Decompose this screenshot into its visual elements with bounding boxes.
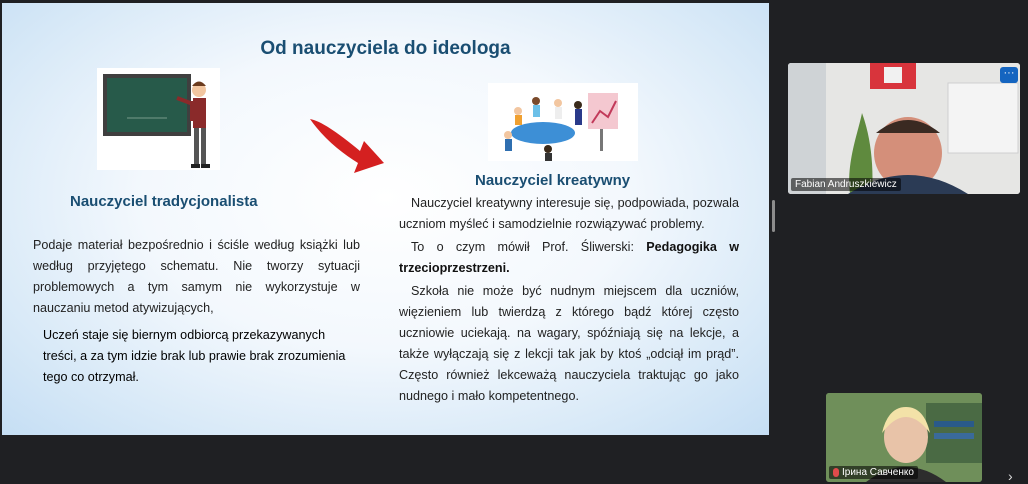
team-meeting-illustration — [488, 83, 638, 161]
teacher-illustration — [97, 68, 220, 170]
participant-video-feed — [788, 63, 1020, 194]
participant-name: Ірина Савченко — [842, 467, 914, 478]
right-column-heading: Nauczyciel kreatywny — [475, 172, 631, 189]
chevron-right-icon[interactable]: › — [1008, 468, 1013, 484]
right-paragraph-2-prefix: To o czym mówił Prof. Śliwerski: — [411, 240, 647, 254]
participant-video-tile[interactable] — [788, 63, 1020, 194]
participant-name-tag: Fabian Andruszkiewicz — [791, 178, 901, 191]
left-paragraph: Podaje materiał bezpośrednio i ściśle według książki lub według przyjętego schematu. Nie tworzy sytuacji problemowych a tym samym nie wykorzystuje w nauczaniu metod atywizujących, — [33, 238, 360, 315]
participant-video-tile[interactable] — [826, 393, 982, 482]
right-column-text — [399, 193, 739, 407]
mic-muted-icon — [833, 468, 839, 477]
panel-resize-handle[interactable] — [772, 200, 775, 232]
more-options-button[interactable]: ··· — [1000, 67, 1018, 83]
left-column-text — [33, 235, 360, 388]
participant-name-tag — [829, 466, 918, 479]
left-emphasis-paragraph: Uczeń staje się biernym odbiorcą przekazywanych treści, a za tym idzie brak lub prawie brak zrozumienia tego co otrzymał. — [43, 328, 346, 384]
right-paragraph-1: Nauczyciel kreatywny interesuje się, podpowiada, pozwala uczniom myśleć i samodzielnie rozwiązywać problemy. — [399, 196, 739, 231]
left-column-heading: Nauczyciel tradycjonalista — [70, 193, 258, 210]
shared-slide — [2, 3, 769, 435]
right-paragraph-2 — [399, 237, 739, 279]
right-paragraph-2-bold: Pedagogika w trzecioprzestrzeni. — [399, 240, 739, 275]
right-paragraph-3: Szkoła nie może być nudnym miejscem dla uczniów, więzieniem lub twierdzą z którego bądź której często uczniowie uciekają. na wagary, spóźniają się na lekcje, a także wyłączają się z lekcji tak jak by ktoś „odciął im prąd”. Często również lekceważą nauczyciela traktując go jako nudnego i mało kompetentnego. — [399, 284, 739, 403]
slide-title: Od nauczyciela do ideologa — [260, 38, 511, 59]
red-arrow-icon — [302, 111, 392, 191]
